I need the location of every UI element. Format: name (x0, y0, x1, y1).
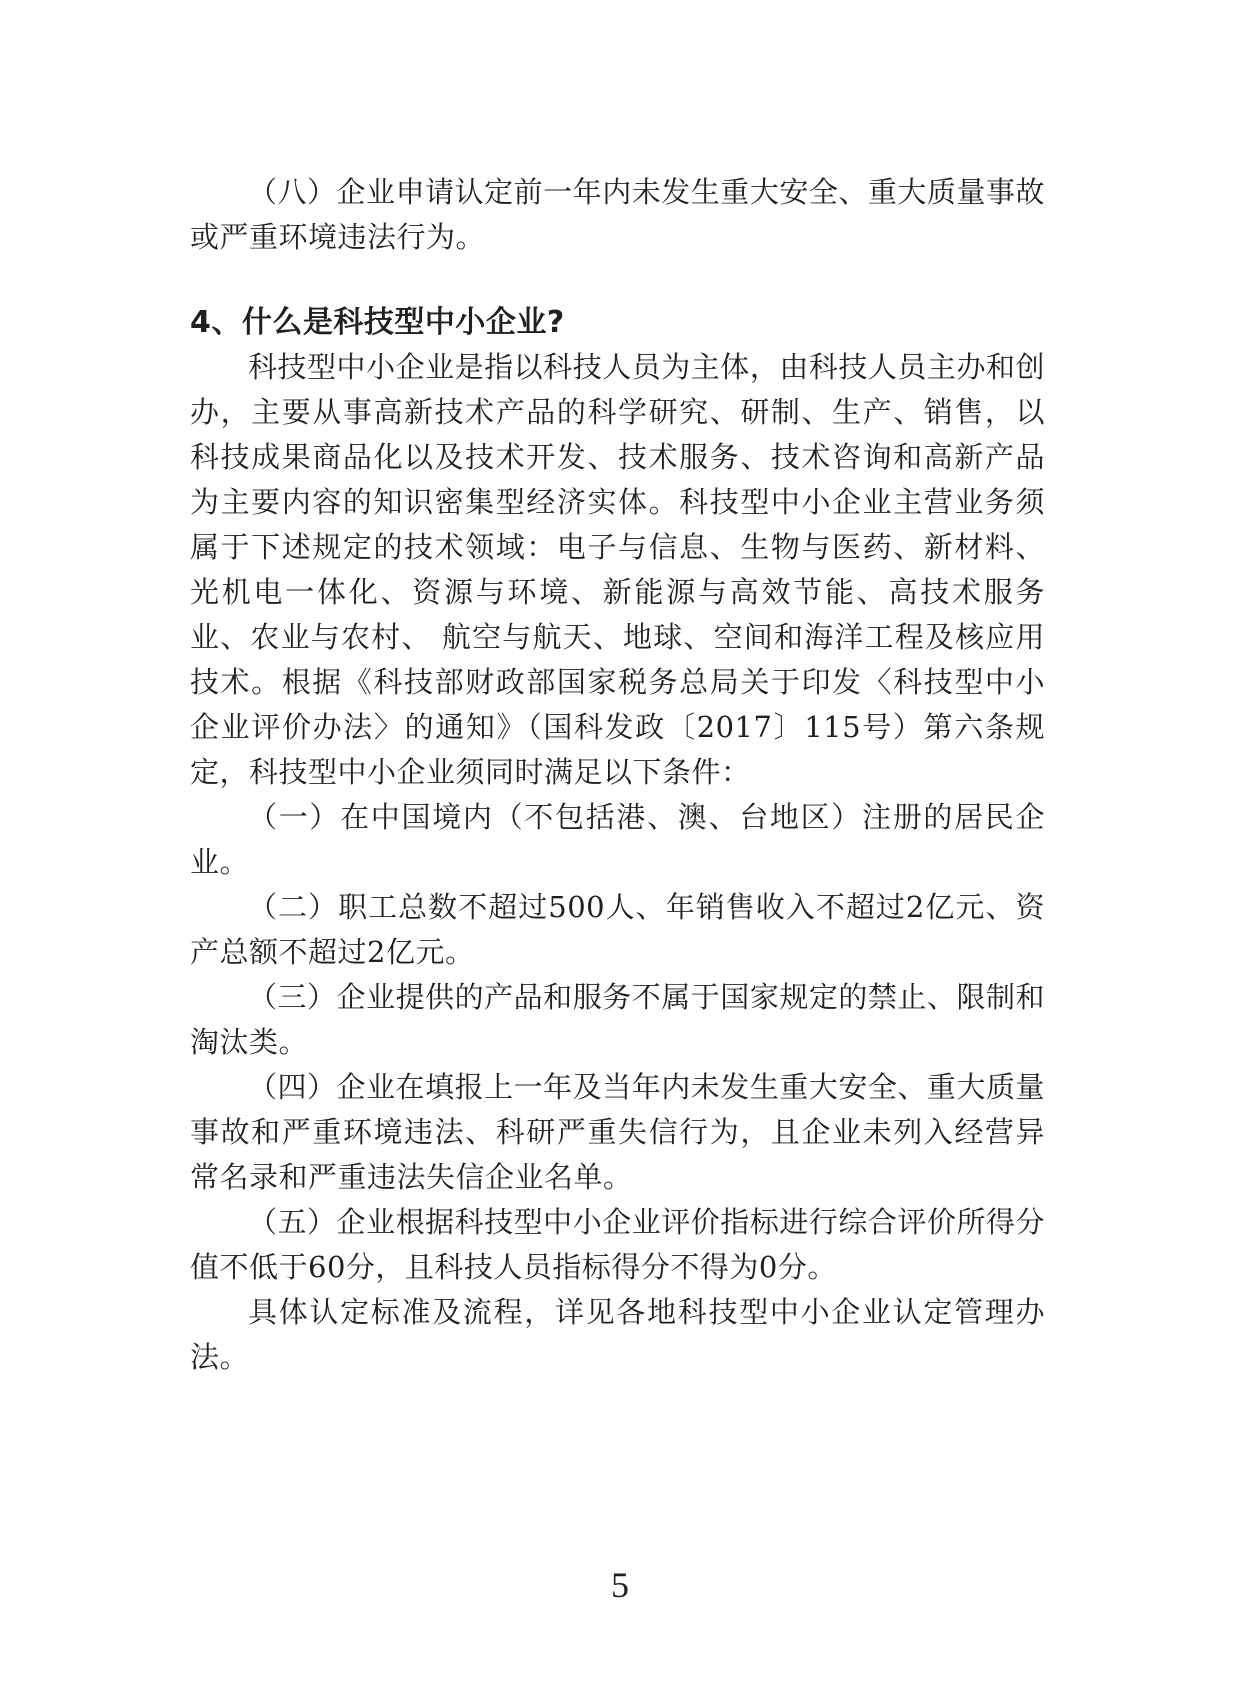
closing-paragraph: 具体认定标准及流程，详见各地科技型中小企业认定管理办法。 (190, 1295, 1045, 1374)
section-heading: 4、什么是科技型中小企业? (190, 305, 565, 340)
condition-2: （二）职工总数不超过500人、年销售收入不超过2亿元、资产总额不超过2亿元。 (190, 890, 1045, 969)
intro-paragraph: 科技型中小企业是指以科技人员为主体，由科技人员主办和创办，主要从事高新技术产品的科学研究、研制、生产、销售，以科技成果商品化以及技术开发、技术服务、技术咨询和高新产品为主要内容的知识密集型经济实体。科技型中小企业主营业务须属于下述规定的技术领域：电子与信息、生物与医药、新材料、光机电一体化、资源与环境、新能源与高效节能、高技术服务业、农业与农村、 航空与航天、地球、空间和海洋工程及核应用技术。根据《科技部财政部国家税务总局关于印发〈科技型中小企业评价办法〉的通知》（国科发政〔2017〕115号）第六条规定，科技型中小企业须同时满足以下条件： (190, 350, 1045, 789)
condition-1: （一）在中国境内（不包括港、澳、台地区）注册的居民企业。 (190, 800, 1045, 879)
condition-4: （四）企业在填报上一年及当年内未发生重大安全、重大质量事故和严重环境违法、科研严重失信行为，且企业未列入经营异常名录和严重违法失信企业名单。 (190, 1070, 1045, 1194)
condition-3: （三）企业提供的产品和服务不属于国家规定的禁止、限制和淘汰类。 (190, 980, 1045, 1059)
paragraph-item-8: （八）企业申请认定前一年内未发生重大安全、重大质量事故或严重环境违法行为。 (190, 175, 1045, 254)
page-content (190, 170, 1045, 1380)
page-number: 5 (611, 1565, 629, 1605)
condition-5: （五）企业根据科技型中小企业评价指标进行综合评价所得分值不低于60分，且科技人员指标得分不得为0分。 (190, 1205, 1045, 1284)
